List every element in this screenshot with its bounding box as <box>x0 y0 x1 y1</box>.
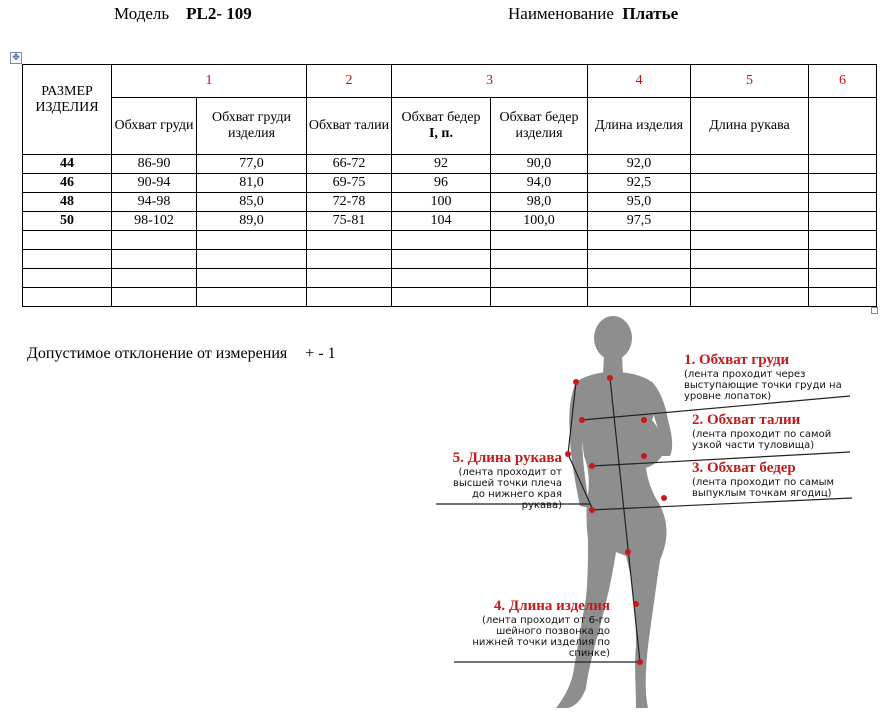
product-name-heading <box>508 4 678 24</box>
name-value: Платье <box>622 4 679 23</box>
model-heading <box>114 4 252 24</box>
group-number-3: 3 <box>392 65 588 98</box>
table-row <box>23 155 877 174</box>
waist-cell: 69-75 <box>307 174 392 193</box>
chest-garment-cell: 85,0 <box>197 193 307 212</box>
table-row-empty <box>23 231 877 250</box>
model-value: PL2- 109 <box>186 4 252 23</box>
col-hips-garment: Обхват бедер изделия <box>491 98 588 155</box>
extra-cell <box>809 193 877 212</box>
tolerance-note <box>27 345 336 363</box>
name-label: Наименование <box>508 4 614 23</box>
sleeve-cell <box>691 155 809 174</box>
annotation-length <box>468 598 610 659</box>
group-number-4: 4 <box>588 65 691 98</box>
size-column-header: РАЗМЕР ИЗДЕЛИЯ <box>23 65 112 155</box>
hips-garment-cell: 94,0 <box>491 174 588 193</box>
group-number-1: 1 <box>112 65 307 98</box>
hips-cell: 100 <box>392 193 491 212</box>
col-waist: Обхват талии <box>307 98 392 155</box>
hips-cell: 104 <box>392 212 491 231</box>
col-extra <box>809 98 877 155</box>
group-number-2: 2 <box>307 65 392 98</box>
tolerance-value: + - 1 <box>305 345 336 362</box>
annotation-length-title: 4. Длина изделия <box>493 598 610 614</box>
size-cell: 44 <box>23 155 112 174</box>
waist-cell: 66-72 <box>307 155 392 174</box>
annotation-waist-desc: (лента проходит по самой узкой части туловища) <box>692 429 832 451</box>
col-hips <box>392 98 491 155</box>
annotation-waist-title: 2. Обхват талии <box>692 412 801 428</box>
col-length: Длина изделия <box>588 98 691 155</box>
sleeve-cell <box>691 193 809 212</box>
annotation-length-desc: (лента проходит от 6-го шейного позвонка до нижней точки изделия по спинке) <box>472 615 610 659</box>
group-number-6: 6 <box>809 65 877 98</box>
chest-garment-cell: 89,0 <box>197 212 307 231</box>
length-cell: 92,0 <box>588 155 691 174</box>
tolerance-label: Допустимое отклонение от измерения <box>27 345 288 362</box>
chest-cell: 86-90 <box>112 155 197 174</box>
waist-cell: 72-78 <box>307 193 392 212</box>
chest-cell: 90-94 <box>112 174 197 193</box>
size-cell: 48 <box>23 193 112 212</box>
extra-cell <box>809 155 877 174</box>
hips-cell: 96 <box>392 174 491 193</box>
hips-garment-cell: 90,0 <box>491 155 588 174</box>
model-label: Модель <box>114 4 170 23</box>
annotation-hips <box>692 460 872 499</box>
annotation-hips-desc: (лента проходит по самым выпуклым точкам ягодиц) <box>692 477 835 499</box>
annotation-sleeve-title: 5. Длина рукава <box>452 450 562 466</box>
size-cell: 46 <box>23 174 112 193</box>
annotation-hips-title: 3. Обхват бедер <box>692 460 796 476</box>
measurement-figure <box>430 316 880 724</box>
group-number-row <box>23 65 877 98</box>
size-cell: 50 <box>23 212 112 231</box>
hips-cell: 92 <box>392 155 491 174</box>
extra-cell <box>809 174 877 193</box>
table-resize-handle[interactable] <box>871 307 878 314</box>
table-row-empty <box>23 269 877 288</box>
table-row <box>23 193 877 212</box>
annotation-sleeve <box>444 450 562 511</box>
annotation-chest <box>684 352 860 402</box>
col-hips-note: I, п. <box>428 126 453 141</box>
size-table <box>22 64 877 307</box>
chest-garment-cell: 77,0 <box>197 155 307 174</box>
waist-cell: 75-81 <box>307 212 392 231</box>
table-move-icon[interactable]: ✥ <box>10 52 22 64</box>
table-row <box>23 174 877 193</box>
sleeve-cell <box>691 212 809 231</box>
annotation-chest-title: 1. Обхват груди <box>684 352 790 368</box>
col-chest-garment: Обхват груди изделия <box>197 98 307 155</box>
annotation-waist <box>692 412 852 451</box>
hips-garment-cell: 100,0 <box>491 212 588 231</box>
column-header-row <box>23 98 877 155</box>
col-chest: Обхват груди <box>112 98 197 155</box>
length-cell: 95,0 <box>588 193 691 212</box>
table-row <box>23 212 877 231</box>
annotation-sleeve-desc: (лента проходит от высшей точки плеча до нижнего края рукава) <box>453 467 562 511</box>
chest-garment-cell: 81,0 <box>197 174 307 193</box>
col-hips-label: Обхват бедер <box>401 110 481 125</box>
col-sleeve: Длина рукава <box>691 98 809 155</box>
extra-cell <box>809 212 877 231</box>
chest-cell: 94-98 <box>112 193 197 212</box>
length-cell: 97,5 <box>588 212 691 231</box>
table-row-empty <box>23 288 877 307</box>
annotation-chest-desc: (лента проходит через выступающие точки груди на уровне лопаток) <box>684 369 842 402</box>
hips-garment-cell: 98,0 <box>491 193 588 212</box>
group-number-5: 5 <box>691 65 809 98</box>
chest-cell: 98-102 <box>112 212 197 231</box>
length-cell: 92,5 <box>588 174 691 193</box>
sleeve-cell <box>691 174 809 193</box>
table-row-empty <box>23 250 877 269</box>
